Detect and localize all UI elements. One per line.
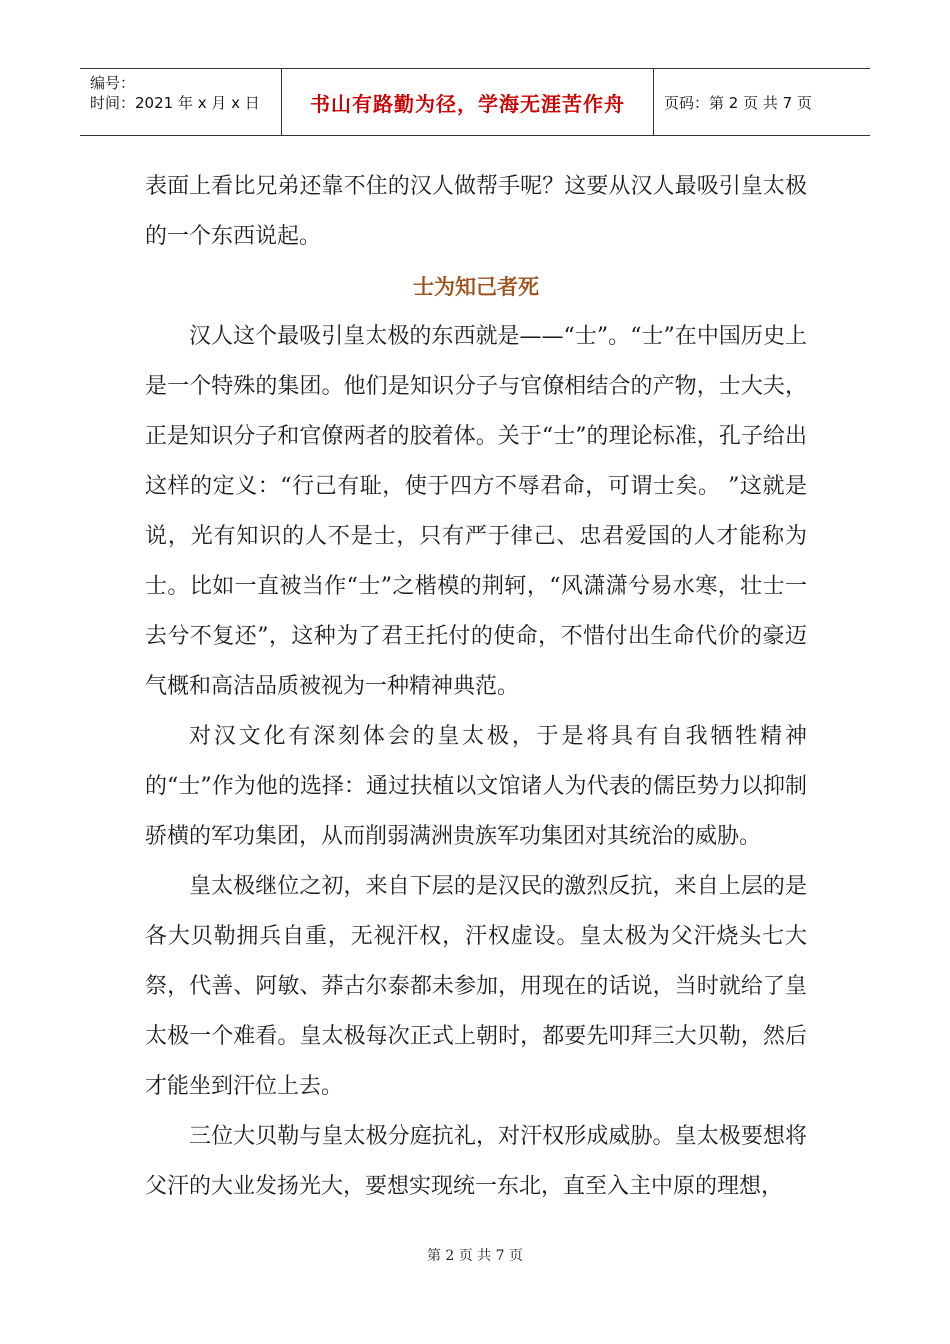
- page-footer: 第 2 页 共 7 页: [426, 1248, 524, 1264]
- section-heading: 士为知己者死: [413, 275, 539, 299]
- paragraph: 皇太极继位之初，来自下层的是汉民的激烈反抗，来自上层的是各大贝勒拥兵自重，无视汗权，汗权虚设。皇太极为父汗烧头七大祭，代善、阿敏、莽古尔泰都未参加，用现在的话说，当时就给了皇太极一个难看。皇太极每次正式上朝时，都要先叩拜三大贝勒，然后才能坐到汗位上去。: [145, 874, 807, 1099]
- header-meta-cell: [80, 69, 282, 135]
- document-time-label: 时间：2021 年 x 月 x 日: [90, 94, 260, 112]
- document-number-label: 编号：: [90, 74, 136, 92]
- paragraph-continued: 表面上看比兄弟还靠不住的汉人做帮手呢？这要从汉人最吸引皇太极的一个东西说起。: [145, 174, 807, 249]
- header-page-code: 页码：第 2 页 共 7 页: [664, 93, 812, 112]
- paragraph: 对汉文化有深刻体会的皇太极，于是将具有自我牺牲精神的“士”作为他的选择：通过扶植以文馆诸人为代表的儒臣势力以抑制骄横的军功集团，从而削弱满洲贵族军功集团对其统治的威胁。: [145, 724, 807, 849]
- document-header: [80, 68, 870, 136]
- header-motto: 书山有路勤为径，学海无涯苦作舟: [282, 69, 654, 135]
- paragraph: 三位大贝勒与皇太极分庭抗礼，对汗权形成威胁。皇太极要想将父汗的大业发扬光大，要想实现统一东北，直至入主中原的理想，: [145, 1124, 807, 1199]
- document-body: [145, 162, 807, 1212]
- paragraph: 汉人这个最吸引皇太极的东西就是——“士”。“士”在中国历史上是一个特殊的集团。他们是知识分子与官僚相结合的产物，士大夫，正是知识分子和官僚两者的胶着体。关于“士”的理论标准，孔子给出这样的定义：“行己有耻，使于四方不辱君命，可谓士矣。 ”这就是说，光有知识的人不是士，只有严于律己、忠君爱国的人才能称为士。比如一直被当作“士”之楷模的荆轲，“风潇潇兮易水寒，壮士一去兮不复还”，这种为了君王托付的使命，不惜付出生命代价的豪迈气概和高洁品质被视为一种精神典范。: [145, 324, 807, 699]
